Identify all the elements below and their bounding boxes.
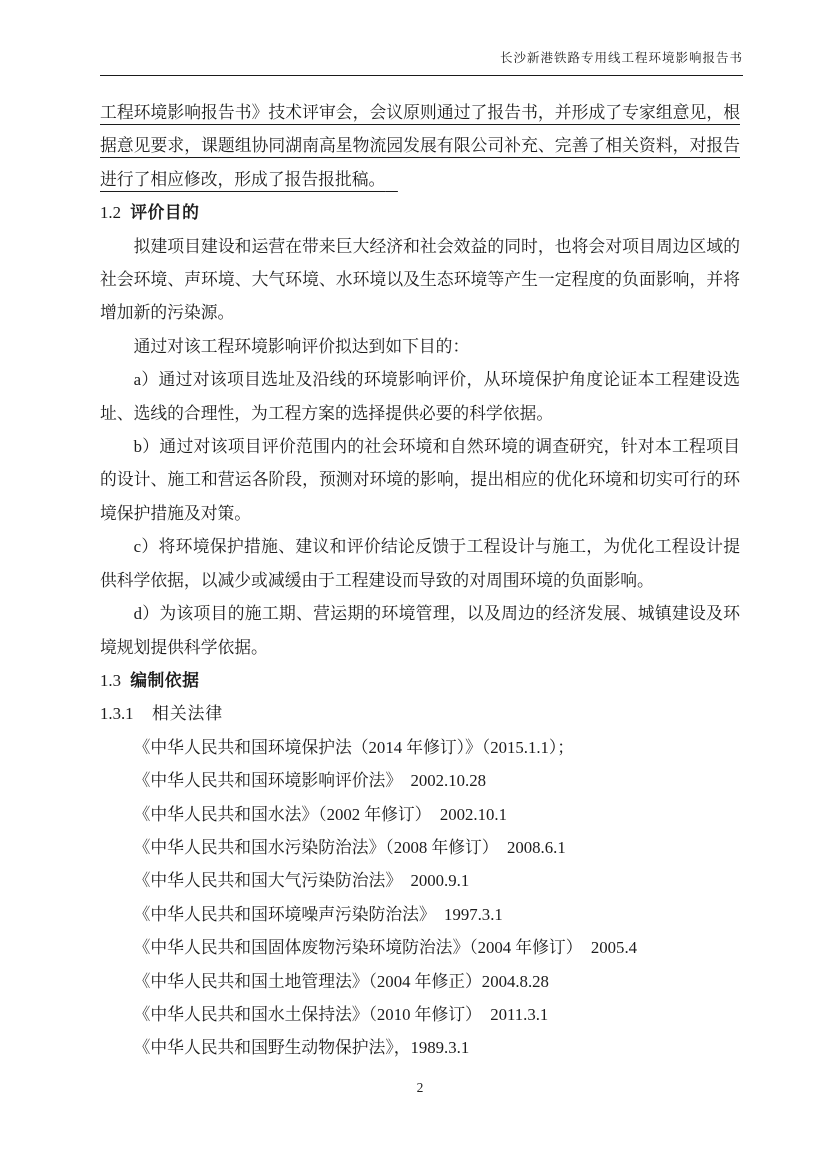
- section-title: 评价目的: [130, 203, 200, 223]
- paragraph-item-b: b）通过对该项目评价范围内的社会环境和自然环境的调查研究，针对本工程项目的设计、施工和营运各阶段，预测对环境的影响，提出相应的优化环境和切实可行的环境保护措施及对策。: [100, 437, 740, 523]
- paragraph-item-c: c）将环境保护措施、建议和评价结论反馈于工程设计与施工，为优化工程设计提供科学依据，以减少或减缓由于工程建设而导致的对周围环境的负面影响。: [100, 537, 740, 590]
- page-footer: [100, 1080, 740, 1096]
- section-title: 编制依据: [130, 670, 200, 690]
- law-item: 《中华人民共和国水土保持法》（2010 年修订） 2011.3.1: [133, 1004, 549, 1024]
- law-item: 《中华人民共和国环境影响评价法》 2002.10.28: [133, 771, 487, 791]
- law-item: 《中华人民共和国水法》（2002 年修订） 2002.10.1: [133, 804, 507, 824]
- law-item: 《中华人民共和国环境保护法（2014 年修订）》（2015.1.1）；: [133, 737, 575, 757]
- subsection-number: 1.3.1: [100, 704, 134, 724]
- page-header: [100, 48, 743, 76]
- paragraph-item-d: d）为该项目的施工期、营运期的环境管理，以及周边的经济发展、城镇建设及环境规划提供科学依据。: [100, 604, 740, 657]
- section-heading-1-2: [100, 196, 740, 229]
- section-number: 1.3: [100, 670, 121, 690]
- law-item: 《中华人民共和国土地管理法》（2004 年修正）2004.8.28: [133, 971, 549, 991]
- document-body: [100, 96, 740, 1065]
- header-running-title: 长沙新港铁路专用线工程环境影响报告书: [499, 51, 743, 65]
- section-number: 1.2: [100, 203, 121, 223]
- paragraph-item-a: a）通过对该项目选址及沿线的环境影响评价，从环境保护角度论证本工程建设选址、选线的合理性，为工程方案的选择提供必要的科学依据。: [100, 370, 740, 423]
- subsection-title: 相关法律: [152, 704, 224, 724]
- law-item: 《中华人民共和国固体废物污染环境防治法》（2004 年修订） 2005.4: [133, 938, 638, 958]
- opening-paragraph: 工程环境影响报告书》技术评审会，会议原则通过了报告书，并形成了专家组意见，根据意见要求，课题组协同湖南高星物流园发展有限公司补充、完善了相关资料，对报告进行了相应修改，形成了报告报批稿。: [100, 103, 740, 189]
- paragraph: 拟建项目建设和运营在带来巨大经济和社会效益的同时，也将会对项目周边区域的社会环境、声环境、大气环境、水环境以及生态环境等产生一定程度的负面影响，并将增加新的污染源。: [100, 236, 740, 323]
- paragraph: 通过对该工程环境影响评价拟达到如下目的：: [133, 336, 470, 356]
- section-heading-1-3: [100, 664, 740, 697]
- law-item: 《中华人民共和国水污染防治法》（2008 年修订） 2008.6.1: [133, 837, 566, 857]
- law-item: 《中华人民共和国大气污染防治法》 2000.9.1: [133, 871, 470, 891]
- law-item: 《中华人民共和国野生动物保护法》，1989.3.1: [133, 1038, 470, 1058]
- subsection-heading-1-3-1: [100, 697, 740, 730]
- law-item: 《中华人民共和国环境噪声污染防治法》 1997.3.1: [133, 904, 503, 924]
- page-number: 2: [416, 1080, 424, 1095]
